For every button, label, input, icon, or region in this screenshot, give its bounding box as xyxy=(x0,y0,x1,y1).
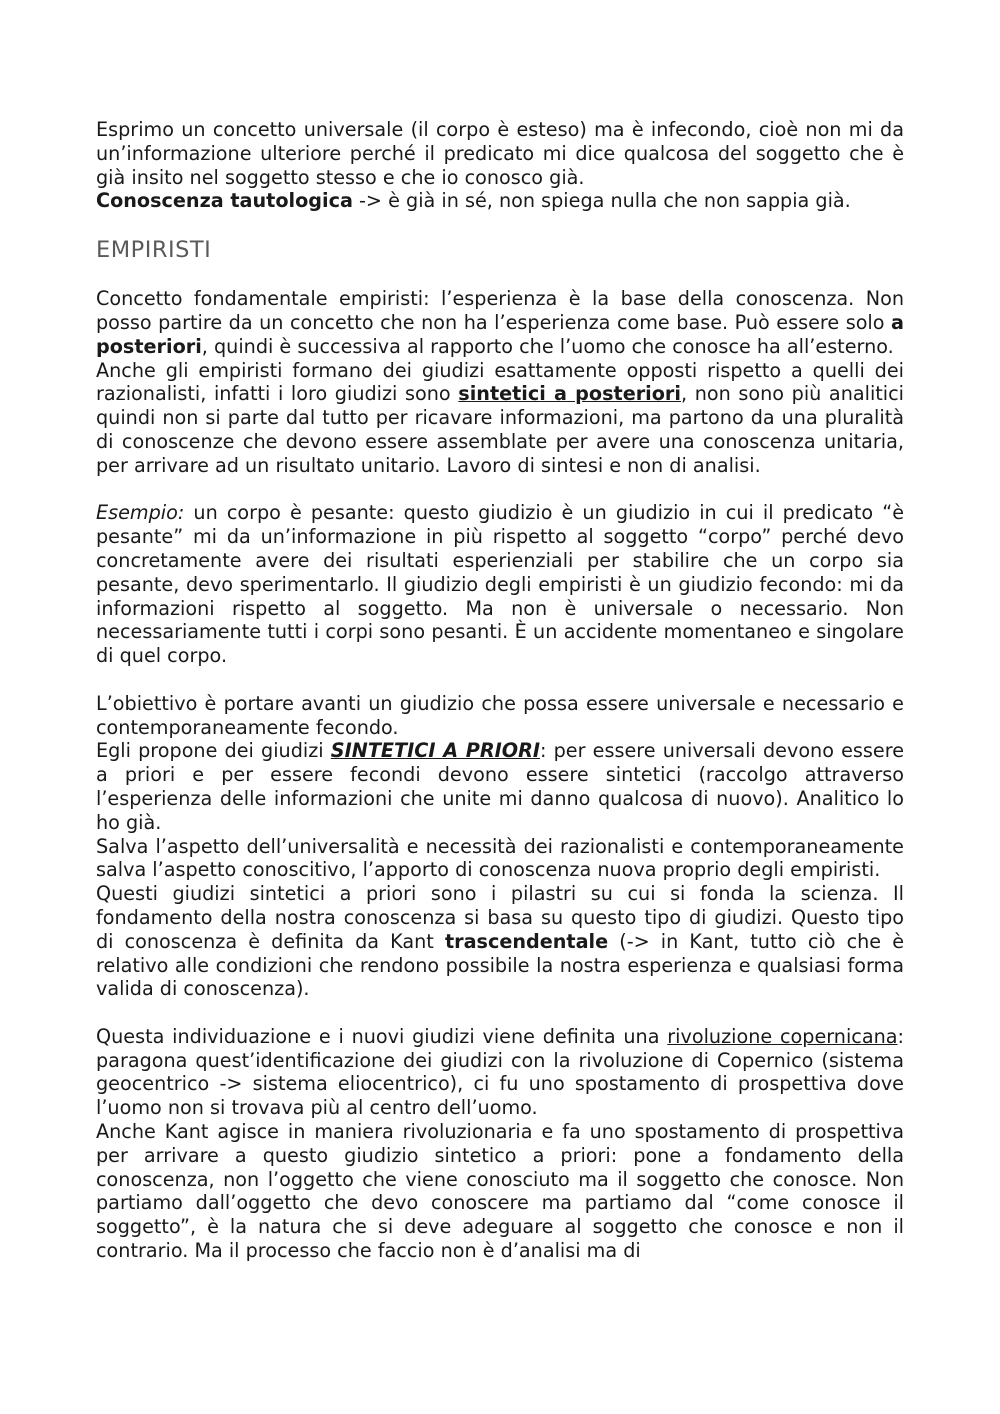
term-a-posteriori: a posteriori xyxy=(96,310,904,358)
term-trascendentale: trascendentale xyxy=(444,929,609,953)
text-run: , quindi è successiva al rapporto che l’uomo che conosce ha all’esterno. xyxy=(201,334,894,358)
text-run: Salva l’aspetto dell’universalità e necessità dei razionalisti e contemporaneamente salva l’aspetto conoscitivo, l’apporto di conoscenza nuova proprio degli empiristi. xyxy=(96,834,904,882)
text-run: Questa individuazione e i nuovi giudizi viene definita una xyxy=(96,1024,668,1048)
text-run: : paragona quest’identificazione dei giudizi con la rivoluzione di Copernico (sistema geocentrico -> sistema eliocentrico), ci fu uno spostamento di prospettiva dove l’uomo non si trovava più al centro dell’uomo. xyxy=(96,1024,904,1120)
text-run: Egli propone dei giudizi xyxy=(96,739,331,763)
term-sintetici-a-posteriori: sintetici a posteriori xyxy=(458,382,681,406)
paragraph-salva xyxy=(96,835,904,883)
text-run: L’obiettivo è portare avanti un giudizio che possa essere universale e necessario e contemporaneamente fecondo. xyxy=(96,691,904,739)
paragraph-pilastri xyxy=(96,882,904,1001)
text-run: (-> in Kant, tutto ciò che è relativo alle condizioni che rendono possibile la nostra esperienza e qualsiasi forma valida di conoscenza). xyxy=(96,929,904,1001)
text-run: un corpo è pesante: questo giudizio è un giudizio in cui il predicato “è pesante” mi da un’informazione in più rispetto al soggetto “corpo” perché devo concretamente avere dei risultati esperienziali per stabilire che un corpo sia pesante, devo sperimentarlo. Il giudizio degli empiristi è un giudizio fecondo: mi da informazioni rispetto al soggetto. Ma non è universale o necessario. Non necessariamente tutti i corpi sono pesanti. È un accidente momentaneo e singolare di quel corpo. xyxy=(96,501,904,668)
text-run: : per essere universali devono essere a priori e per essere fecondi devono essere sintetici (raccolgo attraverso l’esperienza delle informazioni che unite mi danno qualcosa di nuovo). Analitico lo ho già. xyxy=(96,739,904,834)
paragraph-sintetici-a-priori xyxy=(96,739,904,834)
section-heading-empiristi: EMPIRISTI xyxy=(96,237,212,264)
term-rivoluzione-copernicana: rivoluzione copernicana xyxy=(667,1024,898,1048)
tautology-term: Conoscenza tautologica xyxy=(96,189,353,213)
term-sintetici-a-priori xyxy=(331,739,540,762)
text-run: Anche gli empiristi formano dei giudizi esattamente opposti rispetto a quelli dei razionalisti, infatti i loro giudizi sono xyxy=(96,358,904,406)
example-label: Esempio: xyxy=(96,501,185,525)
blank-line xyxy=(96,668,904,692)
paragraph-rivoluzione xyxy=(96,1025,904,1120)
paragraph-concetto xyxy=(96,287,904,358)
blank-line xyxy=(96,1001,904,1025)
term-sintetici-a-priori-text: SINTETICI A PRIORI xyxy=(330,739,540,763)
paragraph-kant xyxy=(96,1120,904,1263)
paragraph-giudizi-empiristi xyxy=(96,359,904,478)
intro-paragraph xyxy=(96,118,904,189)
text-run: Anche Kant agisce in maniera rivoluzionaria e fa uno spostamento di prospettiva per arrivare a questo giudizio sintetico a priori: pone a fondamento della conoscenza, non l’oggetto che viene conosciuto ma il soggetto che conosce. Non partiamo dall’oggetto che devo conoscere ma partiamo dal “come conosce il soggetto”, è la natura che si deve adeguare al soggetto che conosce e non il contrario. Ma il processo che faccio non è d’analisi ma di xyxy=(96,1120,904,1263)
intro-text: Esprimo un concetto universale (il corpo è esteso) ma è infecondo, cioè non mi da un’informazione ulteriore perché il predicato mi dice qualcosa del soggetto che è già insito nel soggetto stesso e che io conosco già. xyxy=(96,118,904,189)
text-run: , non sono più analitici quindi non si parte dal tutto per ricavare informazioni, ma partono da una pluralità di conoscenze che devono essere assemblate per avere una conoscenza unitaria, per arrivare ad un risultato unitario. Lavoro di sintesi e non di analisi. xyxy=(96,382,905,477)
blank-line xyxy=(96,478,904,502)
tautology-text: -> è già in sé, non spiega nulla che non sappia già. xyxy=(352,189,851,213)
tautology-line xyxy=(96,189,904,213)
text-run: Questi giudizi sintetici a priori sono i pilastri su cui si fonda la scienza. Il fondamento della nostra conoscenza si basa su questo tipo di giudizi. Questo tipo di conoscenza è definita da Kant xyxy=(96,882,904,953)
paragraph-esempio xyxy=(96,501,904,668)
text-run: Concetto fondamentale empiristi: l’esperienza è la base della conoscenza. Non posso partire da un concetto che non ha l’esperienza come base. Può essere solo xyxy=(96,287,904,334)
paragraph-obiettivo xyxy=(96,692,904,740)
